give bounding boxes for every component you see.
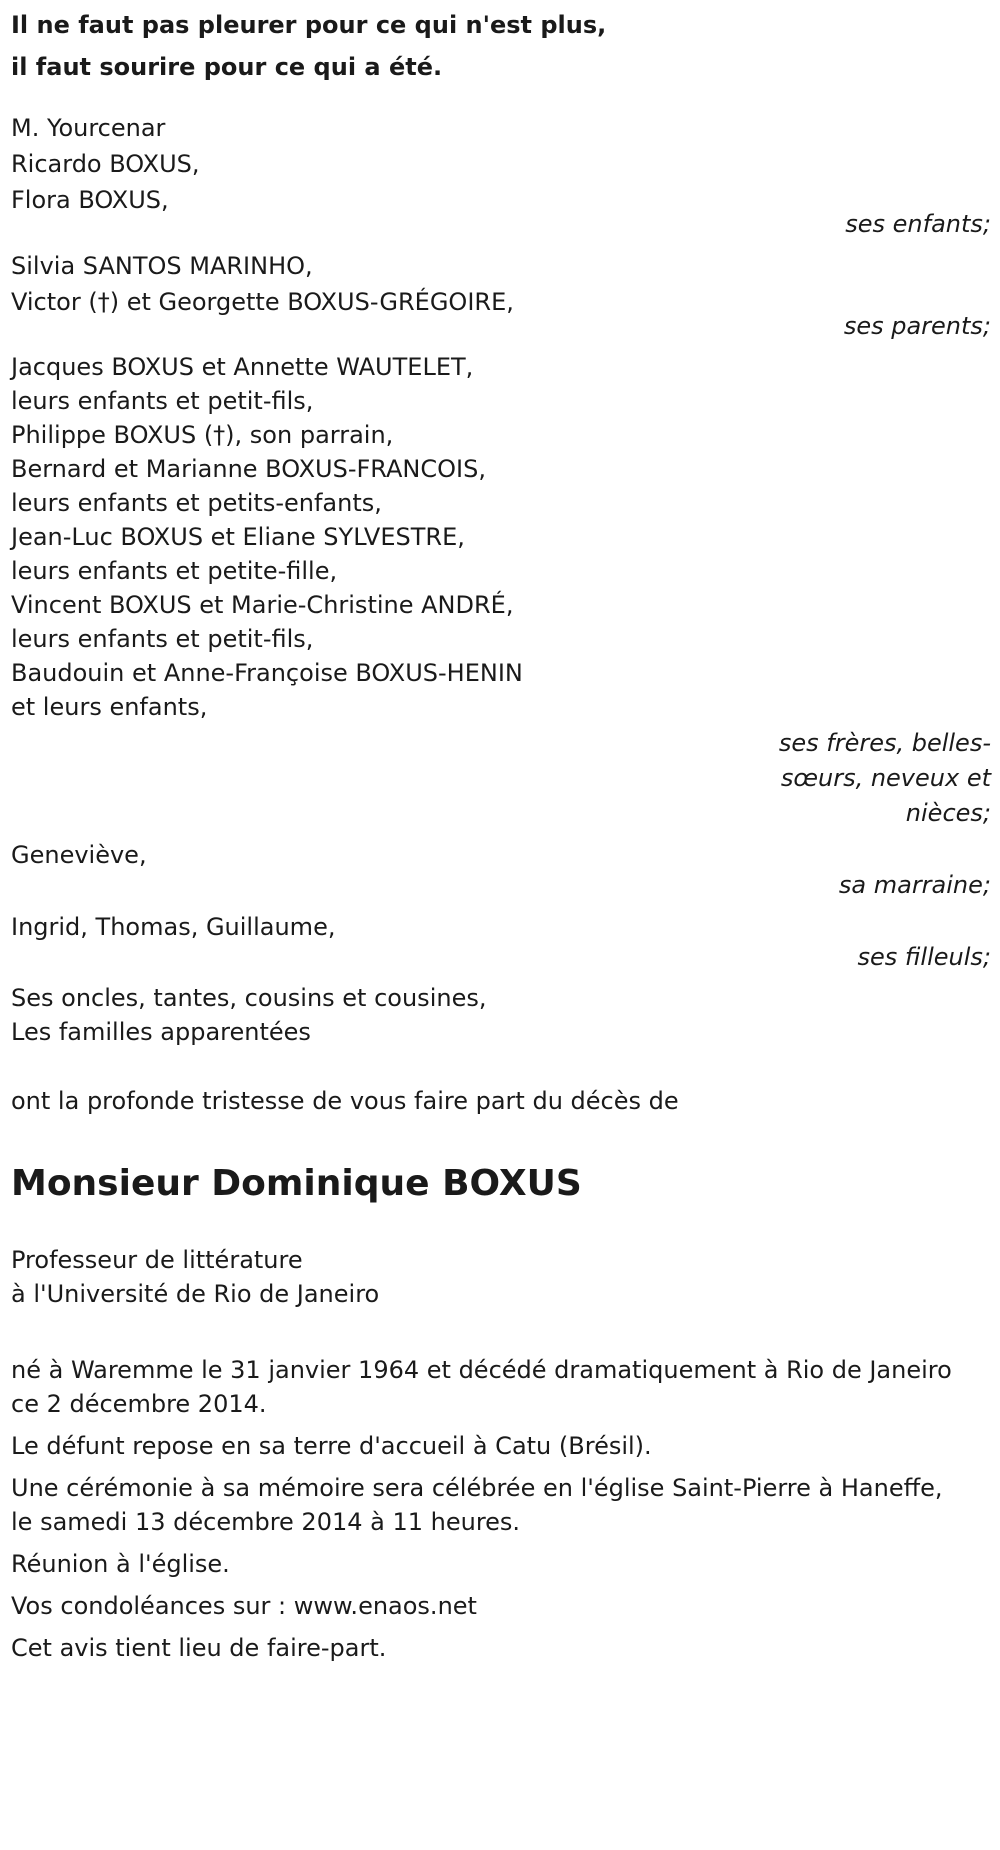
detail-paragraph: Une cérémonie à sa mémoire sera célébrée en l'église Saint-Pierre à Haneffe, le samedi 13 décembre 2014 à 11 heures. [11, 1474, 943, 1536]
family-name: Vincent BOXUS et Marie-Christine ANDRÉ, [11, 591, 514, 619]
relation-label-line: sœurs, neveux et [780, 764, 991, 792]
family-name: leurs enfants et petite-fille, [11, 557, 338, 585]
detail-paragraph: Cet avis tient lieu de faire-part. [11, 1634, 387, 1662]
family-group-godmother [11, 837, 991, 903]
family-group-children [11, 146, 991, 242]
family-name: Bernard et Marianne BOXUS-FRANCOIS, [11, 455, 486, 483]
family-name: et leurs enfants, [11, 693, 208, 721]
epigraph-line-1: Il ne faut pas pleurer pour ce qui n'est plus, [11, 11, 607, 39]
condolences-link[interactable]: Vos condoléances sur : www.enaos.net [11, 1592, 477, 1620]
family-name: Les familles apparentées [11, 1018, 311, 1046]
relation-label-line: ses frères, belles- [778, 729, 991, 757]
family-group-parents [11, 248, 991, 344]
family-name: Jacques BOXUS et Annette WAUTELET, [11, 353, 474, 381]
epigraph [11, 0, 991, 148]
profession-line: Professeur de littérature [11, 1246, 303, 1274]
family-name: Philippe BOXUS (†), son parrain, [11, 421, 394, 449]
family-name: leurs enfants et petit-fils, [11, 625, 314, 653]
details [11, 1353, 971, 1665]
family-group-godchildren [11, 909, 991, 975]
family-name: Silvia SANTOS MARINHO, [11, 252, 313, 280]
family-name: Jean-Luc BOXUS et Eliane SYLVESTRE, [11, 523, 465, 551]
detail-paragraph: Réunion à l'église. [11, 1550, 230, 1578]
relation-label: sa marraine; [838, 871, 991, 899]
obituary-notice [11, 0, 991, 1673]
epigraph-line-2: il faut sourire pour ce qui a été. [11, 53, 443, 81]
family-name: Ricardo BOXUS, [11, 150, 200, 178]
family-name: Geneviève, [11, 841, 147, 869]
family-name: Flora BOXUS, [11, 186, 169, 214]
family-name: leurs enfants et petits-enfants, [11, 489, 382, 517]
family-name: Baudouin et Anne-Françoise BOXUS-HENIN [11, 659, 523, 687]
family-name: leurs enfants et petit-fils, [11, 387, 314, 415]
profession [11, 1243, 991, 1311]
detail-paragraph: né à Waremme le 31 janvier 1964 et décédé dramatiquement à Rio de Janeiro ce 2 décembre 2014. [11, 1356, 952, 1418]
detail-paragraph: Le défunt repose en sa terre d'accueil à Catu (Brésil). [11, 1432, 652, 1460]
family-group-siblings [11, 350, 991, 831]
relation-label: ses enfants; [845, 210, 991, 238]
relation-label: ses parents; [843, 312, 991, 340]
family-name: Victor (†) et Georgette BOXUS-GRÉGOIRE, [11, 288, 514, 316]
family-name: Ses oncles, tantes, cousins et cousines, [11, 984, 487, 1012]
announcement: ont la profonde tristesse de vous faire part du décès de [11, 1087, 679, 1115]
extended-family [11, 981, 991, 1049]
epigraph-author: M. Yourcenar [11, 114, 166, 142]
deceased-name: Monsieur Dominique BOXUS [11, 1163, 582, 1204]
profession-line: à l'Université de Rio de Janeiro [11, 1280, 380, 1308]
family-name: Ingrid, Thomas, Guillaume, [11, 913, 336, 941]
relation-label: ses filleuls; [857, 943, 991, 971]
relation-label-line: nièces; [905, 799, 991, 827]
relation-label [11, 726, 991, 831]
